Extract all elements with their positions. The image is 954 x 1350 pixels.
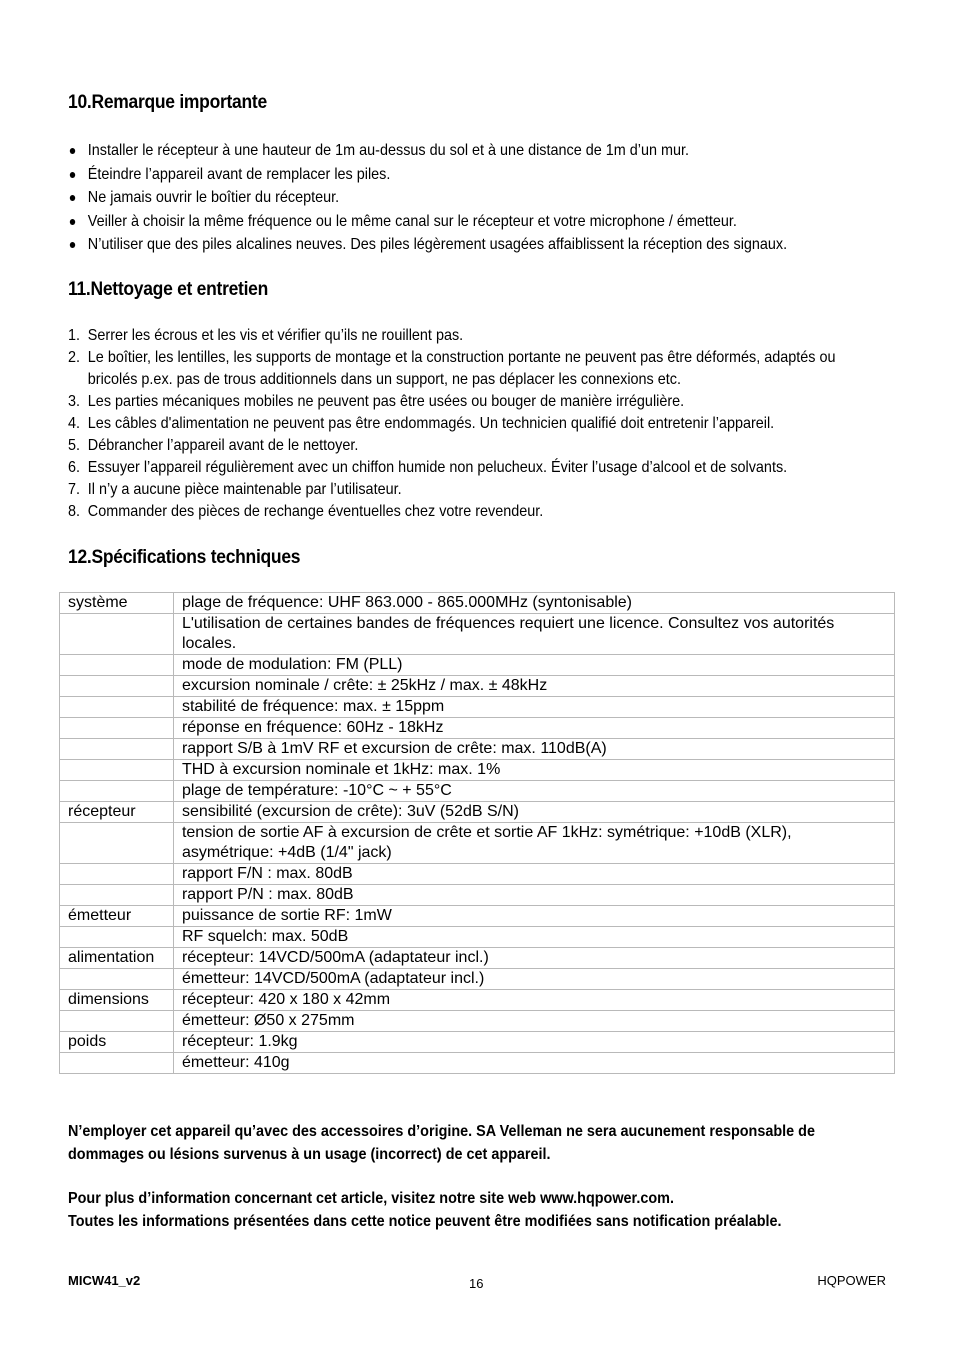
- spec-category-cell: [60, 614, 174, 655]
- section-11-heading: 11.Nettoyage et entretien: [68, 279, 269, 300]
- list-item: [68, 457, 842, 479]
- item-text: Essuyer l’appareil régulièrement avec un chiffon humide non pelucheux. Éviter l’usage d’alcool et de solvants.: [87, 459, 788, 476]
- spec-category-cell: poids: [60, 1032, 174, 1053]
- spec-value-cell: récepteur: 1.9kg: [173, 1032, 894, 1053]
- spec-category-cell: [60, 655, 174, 676]
- table-row: [60, 593, 895, 614]
- spec-value-cell: L'utilisation de certaines bandes de fréquences requiert une licence. Consultez vos autorités locales.: [173, 614, 894, 655]
- table-row: [60, 948, 895, 969]
- item-number: 6.: [68, 459, 81, 476]
- table-row: [60, 676, 895, 697]
- spec-category-cell: [60, 927, 174, 948]
- table-row: [60, 655, 895, 676]
- section-10-heading: 10.Remarque importante: [68, 92, 267, 113]
- specifications-table-body: [60, 593, 895, 1074]
- item-number: 3.: [68, 393, 81, 410]
- spec-category-cell: système: [60, 593, 174, 614]
- spec-value-cell: émetteur: Ø50 x 275mm: [173, 1011, 894, 1032]
- spec-value-cell: THD à excursion nominale et 1kHz: max. 1%: [173, 760, 894, 781]
- list-item: [68, 479, 842, 501]
- spec-value-cell: tension de sortie AF à excursion de crête et sortie AF 1kHz: symétrique: +10dB (XLR), asymétrique: +4dB (1/4" jack): [173, 823, 894, 864]
- item-number: 4.: [68, 415, 81, 432]
- item-text: Serrer les écrous et les vis et vérifier qu’ils ne rouillent pas.: [87, 327, 464, 344]
- spec-value-cell: émetteur: 14VCD/500mA (adaptateur incl.): [173, 969, 894, 990]
- spec-value-cell: RF squelch: max. 50dB: [173, 927, 894, 948]
- table-row: [60, 927, 895, 948]
- list-item: [68, 413, 842, 435]
- table-row: [60, 885, 895, 906]
- spec-category-cell: dimensions: [60, 990, 174, 1011]
- table-row: [60, 697, 895, 718]
- item-text: Les câbles d'alimentation ne peuvent pas être endommagés. Un technicien qualifié doit entretenir l’appareil.: [87, 415, 775, 432]
- list-item: Éteindre l’appareil avant de remplacer les piles.: [68, 163, 824, 187]
- spec-value-cell: puissance de sortie RF: 1mW: [173, 906, 894, 927]
- info-notice: [68, 1187, 869, 1233]
- spec-category-cell: [60, 969, 174, 990]
- spec-value-cell: réponse en fréquence: 60Hz - 18kHz: [173, 718, 894, 739]
- list-item: Installer le récepteur à une hauteur de 1m au-dessus du sol et à une distance de 1m d’un mur.: [68, 139, 824, 163]
- spec-value-cell: rapport S/B à 1mV RF et excursion de crête: max. 110dB(A): [173, 739, 894, 760]
- specifications-table: [59, 592, 895, 1074]
- item-text: Commander des pièces de rechange éventuelles chez votre revendeur.: [87, 503, 544, 520]
- list-item: Veiller à choisir la même fréquence ou le même canal sur le récepteur et votre microphone / émetteur.: [68, 210, 824, 234]
- spec-category-cell: [60, 823, 174, 864]
- item-number: 2.: [68, 349, 81, 366]
- spec-category-cell: [60, 1011, 174, 1032]
- spec-category-cell: émetteur: [60, 906, 174, 927]
- important-notes-list: [68, 139, 908, 257]
- spec-category-cell: récepteur: [60, 802, 174, 823]
- list-item: [68, 347, 842, 391]
- spec-category-cell: [60, 864, 174, 885]
- spec-category-cell: [60, 760, 174, 781]
- table-row: [60, 864, 895, 885]
- spec-category-cell: [60, 781, 174, 802]
- spec-category-cell: [60, 718, 174, 739]
- spec-value-cell: sensibilité (excursion de crête): 3uV (52dB S/N): [173, 802, 894, 823]
- item-number: 8.: [68, 503, 81, 520]
- spec-category-cell: [60, 697, 174, 718]
- spec-value-cell: excursion nominale / crête: ± 25kHz / max. ± 48kHz: [173, 676, 894, 697]
- list-item: [68, 325, 842, 347]
- maintenance-list: [68, 325, 928, 523]
- list-item: [68, 501, 842, 523]
- spec-value-cell: stabilité de fréquence: max. ± 15ppm: [173, 697, 894, 718]
- item-number: 1.: [68, 327, 81, 344]
- item-number: 5.: [68, 437, 81, 454]
- table-row: [60, 802, 895, 823]
- item-text: Il n’y a aucune pièce maintenable par l’utilisateur.: [87, 481, 402, 498]
- spec-value-cell: rapport P/N : max. 80dB: [173, 885, 894, 906]
- table-row: [60, 718, 895, 739]
- spec-value-cell: mode de modulation: FM (PLL): [173, 655, 894, 676]
- spec-value-cell: récepteur: 14VCD/500mA (adaptateur incl.): [173, 948, 894, 969]
- spec-category-cell: [60, 1053, 174, 1074]
- item-number: 7.: [68, 481, 81, 498]
- spec-category-cell: alimentation: [60, 948, 174, 969]
- list-item: [68, 391, 842, 413]
- table-row: [60, 1053, 895, 1074]
- table-row: [60, 823, 895, 864]
- footer-brand: HQPOWER: [817, 1273, 886, 1288]
- website-line: Pour plus d’information concernant cet article, visitez notre site web www.hqpower.com.: [68, 1190, 674, 1207]
- spec-value-cell: récepteur: 420 x 180 x 42mm: [173, 990, 894, 1011]
- table-row: [60, 969, 895, 990]
- table-row: [60, 906, 895, 927]
- table-row: [60, 990, 895, 1011]
- item-text: Le boîtier, les lentilles, les supports de montage et la construction portante ne peuvent pas être déformés, adaptés ou bricolés p.ex. pas de trous additionnels dans un support, ne pas déplacer les connexions etc.: [87, 349, 836, 388]
- table-row: [60, 760, 895, 781]
- table-row: [60, 614, 895, 655]
- list-item: N’utiliser que des piles alcalines neuves. Des piles légèrement usagées affaiblissent la réception des signaux.: [68, 233, 824, 257]
- spec-value-cell: plage de température: -10°C ~ + 55°C: [173, 781, 894, 802]
- footer-model: MICW41_v2: [68, 1273, 141, 1288]
- table-row: [60, 781, 895, 802]
- table-row: [60, 1011, 895, 1032]
- spec-category-cell: [60, 885, 174, 906]
- section-12-heading: 12.Spécifications techniques: [68, 547, 301, 568]
- disclaimer-line: Toutes les informations présentées dans cette notice peuvent être modifiées sans notification préalable.: [68, 1213, 782, 1230]
- spec-value-cell: émetteur: 410g: [173, 1053, 894, 1074]
- spec-value-cell: rapport F/N : max. 80dB: [173, 864, 894, 885]
- item-text: Les parties mécaniques mobiles ne peuvent pas être usées ou bouger de manière irrégulière.: [87, 393, 685, 410]
- spec-value-cell: plage de fréquence: UHF 863.000 - 865.000MHz (syntonisable): [173, 593, 894, 614]
- table-row: [60, 739, 895, 760]
- spec-category-cell: [60, 676, 174, 697]
- spec-category-cell: [60, 739, 174, 760]
- list-item: [68, 435, 842, 457]
- table-row: [60, 1032, 895, 1053]
- accessories-notice: N’employer cet appareil qu’avec des accessoires d’origine. SA Velleman ne sera aucunement responsable de dommages ou lésions survenus à un usage (incorrect) de cet appareil.: [68, 1123, 815, 1163]
- page-number: 16: [469, 1276, 484, 1291]
- item-text: Débrancher l’appareil avant de le nettoyer.: [87, 437, 359, 454]
- list-item: Ne jamais ouvrir le boîtier du récepteur.: [68, 186, 824, 210]
